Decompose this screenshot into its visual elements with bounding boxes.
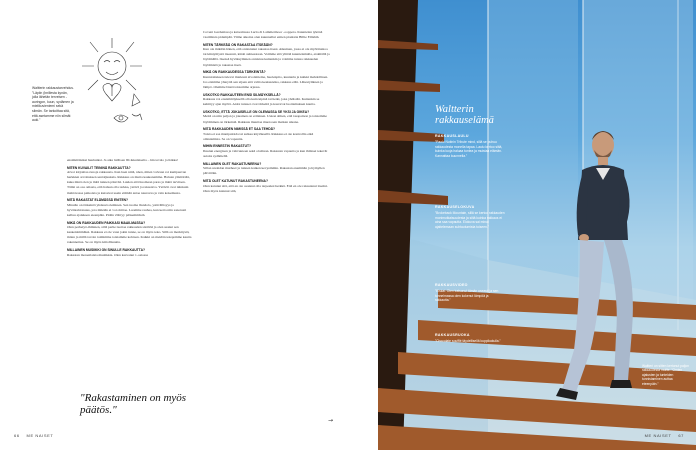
- sidebar-section: [435, 333, 505, 344]
- answer: Olen katunut sitä, että en ole osannut olla tarpeeksi herkkä. Että en ole rakastanut itseäni. Olen myös katunut sitä,: [203, 183, 328, 193]
- drawing-caption: Waltterin rakkaustarvehdus. "Läpiin (bnillesta kynän, jolla lähetän terveisen - auringon, kuun, sydämen ja mielikuvieniemi sekä silmän. Se tarkoittaa sitä, että asetamme niin silmät auki.": [32, 86, 74, 123]
- folio-left: [14, 433, 53, 438]
- answer: Sillon unohdan murheet ja tunnen kaiken kevyemmin. Rakastan enemmän ja hymyilen päivittäin.: [203, 166, 325, 176]
- answer: Kunnioituksen tulevat mielessä aivolaitteina, huolenpito, kuuntelu ja kaikki mahdollinen. Jos etsimme yhteyttä sen sijaan että valita keskustelua, rakkaus elää. Lähestyminen ja lämpö. Olemme läsnä toistemme arjessa.: [203, 74, 329, 89]
- section-heading: RAKKAUSELOKUVA: [435, 205, 475, 209]
- answer: Aivot kirjoittaa runoja rakkausta. Kun luen niitä, näen, miten valvaan roi kumpuavan herkkien arvoituksen sentaljuuksia. Rakkaus on mutta kaukanamme. Haluan ymmärtää, kuka minä olen ja mitä tunnen pätevää. Luulen että huomaan paras ja minä tarvitsen. Tämä on osa omasta, että haluan olla tarkka, ystävä ja rakastava. Ystävät ovat niinkuin mahtavassa paikoista ja kutsuvat usein elämää antaa nauravaa ja vain kokemusta.: [67, 170, 190, 195]
- page-number: 66: [14, 433, 20, 438]
- sidebar-section: [435, 205, 505, 229]
- page-number: 67: [678, 433, 684, 438]
- pull-quote: "Rakastaminen on myös päätös.": [80, 392, 187, 416]
- question: MITEN KUVAILIT TEININÄ RAKKAUTTA?: [67, 165, 131, 170]
- arrow-right-icon: →: [328, 417, 334, 424]
- portrait-photo: [378, 0, 696, 450]
- question: MITEN TÄRKEÄÄ ON RAKASTAA ITSEÄÄN?: [203, 42, 273, 47]
- answer: Kun ole mikään hänen, että onnistunut rakastaa itsesi. Aikuinen, jossa ei ole myötätuntoa tai kiintymystä itseensä, kärsii suhteestaan. Voimme sitä ylittää kuuntelemalla, etsimällä ja löytämällä. Itsensä hyväksyminen onnistuu kuitenkin ja voimme tuntea rakkauden löytämistä ja rakastaa itseä.: [203, 47, 330, 67]
- photo-caption: Waltteri on sitten kertonut paljon rakkaudesta muille. "Omien ajatusten ja tunteiden tunnistaminen auttaa eteenpäin.": [642, 364, 689, 386]
- folio-right: [645, 433, 684, 438]
- section-heading: RAKKAUSRUOKA: [435, 333, 470, 337]
- answer: Toista ei saa manipuloida tai sulkea käytöksellä. Rakkaus ei ole kontrollia eikä omistamista. Se on vapautta.: [203, 131, 314, 141]
- answer: Rakastan monenlaista musiikkia. Olen kasvanut 1-osiossa: [67, 252, 149, 257]
- answer: Meitä on niin paljon ja jokainen on erilainen. Uskon siihen, että tasapainon ja toistemme löytäminen on tärkeintä. Rakkaus muuttaa muotoaan matkan aikana.: [203, 114, 327, 124]
- sidebar-section: [435, 134, 505, 158]
- text-column-1: [67, 158, 194, 260]
- question: USKOTKO, ETTÄ JOKAISELLE ON OLEMASSA SE YKSI JA OIKEA?: [203, 109, 310, 114]
- question: MITÄ RAKASTAT ELÄMÄSSÄ ENITEN?: [67, 198, 129, 203]
- section-text: "Eiskai. Olen katsonut tämän useasti ja sen tunnelmassa olen kokenut lämpöä ja rakkautta.": [435, 289, 499, 302]
- question: MIKÄ ON RAKKAUDESSA TÄRKEINTÄ?: [203, 70, 266, 75]
- magazine-name: ME NAISET: [26, 433, 54, 438]
- sidebar-title: Waltterin rakkauselämä: [435, 104, 494, 126]
- question: MIKÄ ON RAKKAUDEN PAIKKASI MAAILMASSA?: [67, 220, 146, 225]
- question: MILLAINEN MUSIIKKI ON SINULLE RAKKAUTTA?: [67, 248, 145, 252]
- magazine-name: ME NAISET: [644, 433, 672, 438]
- section-text: "Chocolate soufflé täydellisellä kuppikakulla.": [435, 339, 501, 343]
- col1-intro: ensimmäisiksi huuhuiksi. Ja aika laillisen 90-lukulaiselta – hin tevalo ja Kikka!: [67, 158, 179, 162]
- section-heading: RAKKAUSVIDEO: [435, 283, 468, 287]
- question: USKOTKO RAKKAUTEEN ENSI SILMÄYKSELLÄ?: [203, 92, 281, 97]
- col2-intro: Covent Gardenissa ja katsomassa Lucia di Lammermoor -ooppera. Kuuntelen tykönä vaatimista pidempää. Viime aikoina olen kuunnellut eniten pianistia Billie Eilishiä.: [203, 30, 323, 40]
- sidebar-section: [435, 283, 505, 303]
- section-text: "Paolo Nutinin Tribute mind, sillä se puhuu rakkaudesta monella tapaa. Laulu kertoo siitä, kuinka luoja haluaa tuntea ja muistaa elämän. Kannattaa kuunnella.": [435, 140, 503, 158]
- answer: Minulle on tärkeintä yhdessä oleminen. Sen tuoma läsnäolo, ystävällisyys ja hyväntahtoisuus, jota mikään ei voi ohittaa. Luomme rauhaa, kun kerta niin sanotusti kelluu ajatuksen eteenpäin. Pidän vilittyy pääsemmästä.: [67, 202, 187, 217]
- question: MITÄ OLET KATUNUT RAKASTUNEENA?: [203, 178, 268, 183]
- section-heading: RAKKAUSLAULU: [435, 134, 469, 138]
- answer: Olen perhetyö-ihminen, sillä perhe tuottaa rakkauden sisältöä ja olen saanut sen keskeisimmäksi. Rakkaus ei ole vaan jokin tunne, se on myös teko. Sillä on merkitystä, miten ja millä tavoin toimimme toisiamme kohtaan. Kaikki on meidän tekojemme kautta rakennettua. Se on myös kiitollisuutta.: [67, 225, 192, 245]
- right-page: [348, 0, 696, 450]
- question: MITÄ RAKKAUDEN NIMISSÄ ET SAA TEHDÄ?: [203, 127, 276, 132]
- text-column-2: [203, 30, 330, 196]
- section-text: "Brokeback Mountain, sillä se kertoo rakkauden monimutkaisuudesta ja siitä kuinka rakkaus ei aina saa vapautta. Elokuva sai minut ajattelemaan suhtautumista toiseen.": [435, 211, 505, 229]
- child-drawing: [74, 34, 152, 134]
- answer: Rakkaus voi ensisilmäyksellä olla kuin kipinä tai hetki, joka yhdistää. Kuitenkin se kehittyy ajan myötä. Aidot tunteet ovat tärkeitä ja kasvavat luottamuksen kautta.: [203, 97, 320, 107]
- answer: Ihastun energiaan ja vahvuuteen sekä olotilaan. Rakastan vapautta ja kun ihmiset tekevät asioita sydämellä.: [203, 148, 328, 159]
- question: MILLAINEN OLET RAKASTUNEENA?: [203, 161, 262, 166]
- question: MIHIN ENNESTIN RAKASTUT?: [203, 144, 251, 149]
